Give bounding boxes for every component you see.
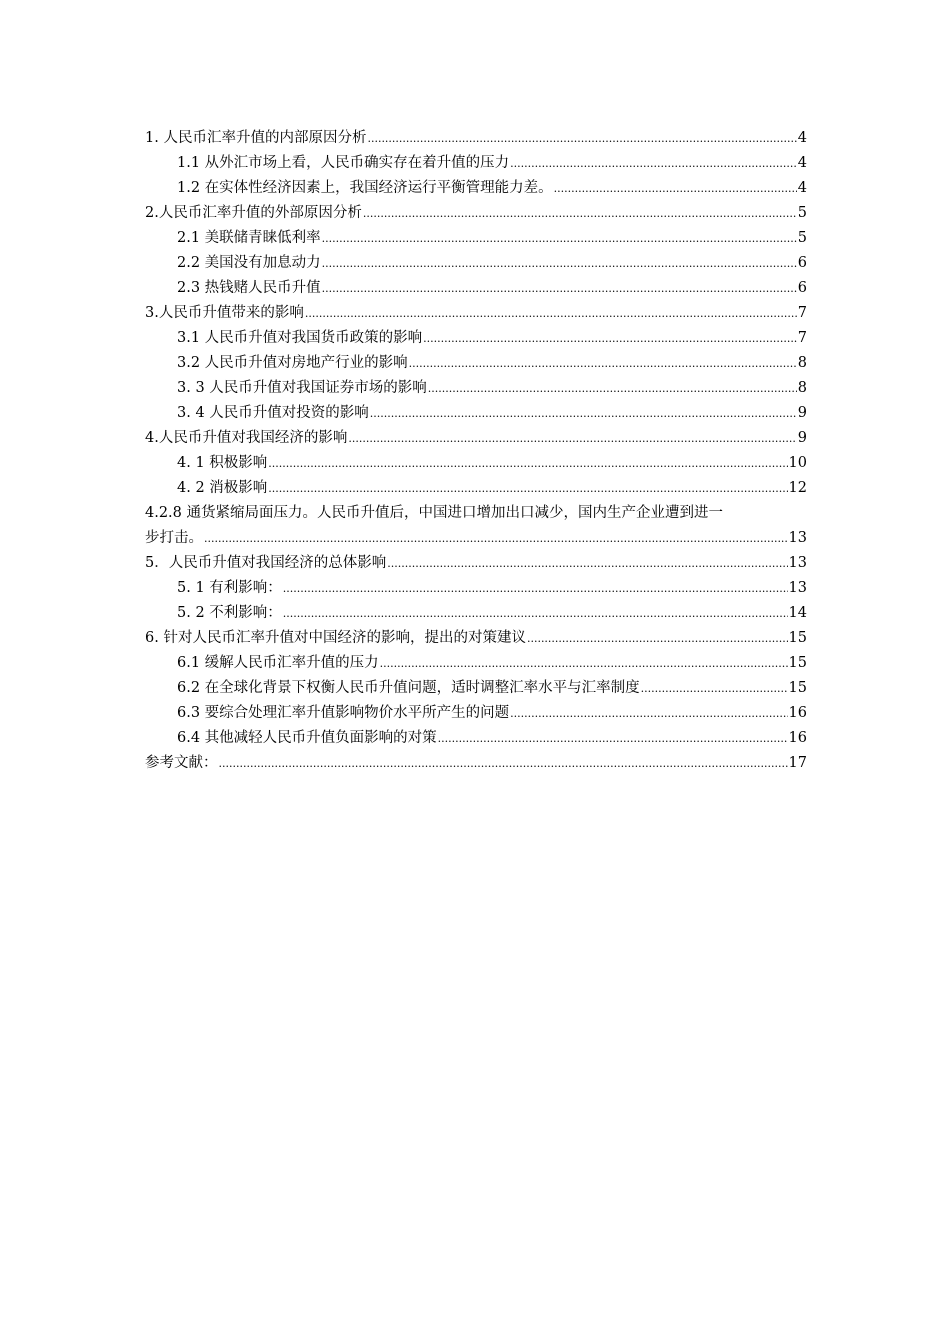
toc-entry-page: 16 — [788, 730, 807, 746]
toc-entry[interactable] — [145, 426, 807, 451]
toc-entry-page: 15 — [788, 655, 807, 671]
dot-leader — [370, 401, 797, 426]
dot-leader — [305, 301, 797, 326]
toc-entry-page: 15 — [788, 630, 807, 646]
dot-leader — [380, 651, 788, 676]
toc-entry[interactable] — [145, 226, 807, 251]
dot-leader — [554, 176, 797, 201]
toc-entry-title: 2.2 美国没有加息动力 — [177, 255, 321, 271]
toc-entry-title: 6. 针对人民币汇率升值对中国经济的影响，提出的对策建议 — [145, 630, 526, 646]
toc-entry[interactable] — [145, 576, 807, 601]
dot-leader — [322, 226, 797, 251]
toc-entry-page: 4 — [797, 130, 807, 146]
toc-entry[interactable] — [145, 751, 807, 776]
toc-entry[interactable] — [145, 451, 807, 476]
toc-entry[interactable] — [145, 301, 807, 326]
toc-entry[interactable] — [145, 276, 807, 301]
toc-entry[interactable] — [145, 126, 807, 151]
toc-entry-page: 4 — [797, 180, 807, 196]
toc-entry-page: 7 — [797, 305, 807, 321]
toc-entry-title: 6.1 缓解人民币汇率升值的压力 — [177, 655, 379, 671]
dot-leader — [268, 451, 787, 476]
dot-leader — [348, 426, 796, 451]
toc-entry-page: 8 — [797, 380, 807, 396]
dot-leader — [322, 251, 797, 276]
toc-entry-title: 3.人民币升值带来的影响 — [145, 305, 304, 321]
toc-entry-title: 6.3 要综合处理汇率升值影响物价水平所产生的问题 — [177, 705, 510, 721]
toc-entry-page: 9 — [797, 430, 807, 446]
toc-entry[interactable] — [145, 626, 807, 651]
dot-leader — [428, 376, 797, 401]
dot-leader — [510, 701, 787, 726]
toc-entry-page: 16 — [788, 705, 807, 721]
toc-entry-page: 8 — [797, 355, 807, 371]
dot-leader — [219, 751, 788, 776]
toc-entry-title: 6.4 其他减轻人民币升值负面影响的对策 — [177, 730, 437, 746]
toc-entry-page: 13 — [788, 580, 807, 596]
toc-entry-page: 6 — [797, 255, 807, 271]
dot-leader — [367, 126, 796, 151]
dot-leader — [527, 626, 788, 651]
toc-entry-page: 7 — [797, 330, 807, 346]
toc-entry-title: 2.1 美联储青睐低利率 — [177, 230, 321, 246]
dot-leader — [283, 601, 788, 626]
toc-entry[interactable] — [145, 151, 807, 176]
toc-entry-page: 17 — [788, 755, 807, 771]
toc-entry[interactable] — [145, 726, 807, 751]
toc-entry[interactable] — [145, 476, 807, 501]
toc-entry-page: 13 — [788, 555, 807, 571]
toc-entry-page: 9 — [797, 405, 807, 421]
toc-entry-title: 5. 2 不利影响： — [177, 605, 282, 621]
toc-entry-title: 2.3 热钱赌人民币升值 — [177, 280, 321, 296]
toc-entry-title: 6.2 在全球化背景下权衡人民币升值问题，适时调整汇率水平与汇率制度 — [177, 680, 640, 696]
toc-entry-title: 2.人民币汇率升值的外部原因分析 — [145, 205, 362, 221]
toc-entry-page: 10 — [788, 455, 807, 471]
toc-entry-page: 5 — [797, 205, 807, 221]
toc-entry-title: 4. 2 消极影响 — [177, 480, 268, 496]
toc-entry-title: 4.人民币升值对我国经济的影响 — [145, 430, 348, 446]
toc-entry-title: 5．人民币升值对我国经济的总体影响 — [145, 555, 387, 571]
toc-entry[interactable] — [145, 551, 807, 576]
toc-entry-title: 3. 3 人民币升值对我国证券市场的影响 — [177, 380, 427, 396]
toc-entry-title-line1: 4.2.8 通货紧缩局面压力。人民币升值后，中国进口增加出口减少，国内生产企业遭到进一 — [145, 505, 723, 521]
toc-entry[interactable] — [145, 251, 807, 276]
toc-entry-title: 3.1 人民币升值对我国货币政策的影响 — [177, 330, 423, 346]
toc-entry[interactable] — [145, 601, 807, 626]
toc-entry[interactable] — [145, 651, 807, 676]
toc-entry-page: 4 — [797, 155, 807, 171]
dot-leader — [283, 576, 788, 601]
dot-leader — [641, 676, 788, 701]
toc-entry-page: 5 — [797, 230, 807, 246]
toc-entry[interactable] — [145, 201, 807, 226]
toc-entry-page: 14 — [788, 605, 807, 621]
dot-leader — [268, 476, 787, 501]
toc-entry-title: 1.2 在实体性经济因素上，我国经济运行平衡管理能力差。 — [177, 180, 553, 196]
toc-entry-page: 13 — [788, 530, 807, 546]
toc-entry-title: 1. 人民币汇率升值的内部原因分析 — [145, 130, 367, 146]
dot-leader — [438, 726, 788, 751]
toc-entry-page: 12 — [788, 480, 807, 496]
dot-leader — [409, 351, 797, 376]
toc-entry[interactable] — [145, 376, 807, 401]
toc-entry-title-line2: 步打击。 — [145, 530, 203, 546]
toc-entry[interactable] — [145, 351, 807, 376]
dot-leader — [423, 326, 797, 351]
toc-entry-title: 4. 1 积极影响 — [177, 455, 268, 471]
toc-entry[interactable] — [145, 676, 807, 701]
toc-entry[interactable] — [145, 176, 807, 201]
dot-leader — [510, 151, 797, 176]
toc-entry-page: 6 — [797, 280, 807, 296]
toc-entry[interactable] — [145, 701, 807, 726]
toc-entry-title: 5. 1 有利影响： — [177, 580, 282, 596]
dot-leader — [322, 276, 797, 301]
dot-leader — [204, 526, 788, 551]
table-of-contents — [145, 126, 807, 776]
dot-leader — [387, 551, 787, 576]
toc-entry-title: 1.1 从外汇市场上看，人民币确实存在着升值的压力 — [177, 155, 510, 171]
toc-entry-title: 3.2 人民币升值对房地产行业的影响 — [177, 355, 408, 371]
toc-entry[interactable] — [145, 326, 807, 351]
dot-leader — [363, 201, 797, 226]
toc-entry-title: 参考文献： — [145, 755, 218, 771]
toc-entry[interactable] — [145, 501, 807, 551]
toc-entry[interactable] — [145, 401, 807, 426]
toc-entry-title: 3. 4 人民币升值对投资的影响 — [177, 405, 369, 421]
toc-entry-page: 15 — [788, 680, 807, 696]
